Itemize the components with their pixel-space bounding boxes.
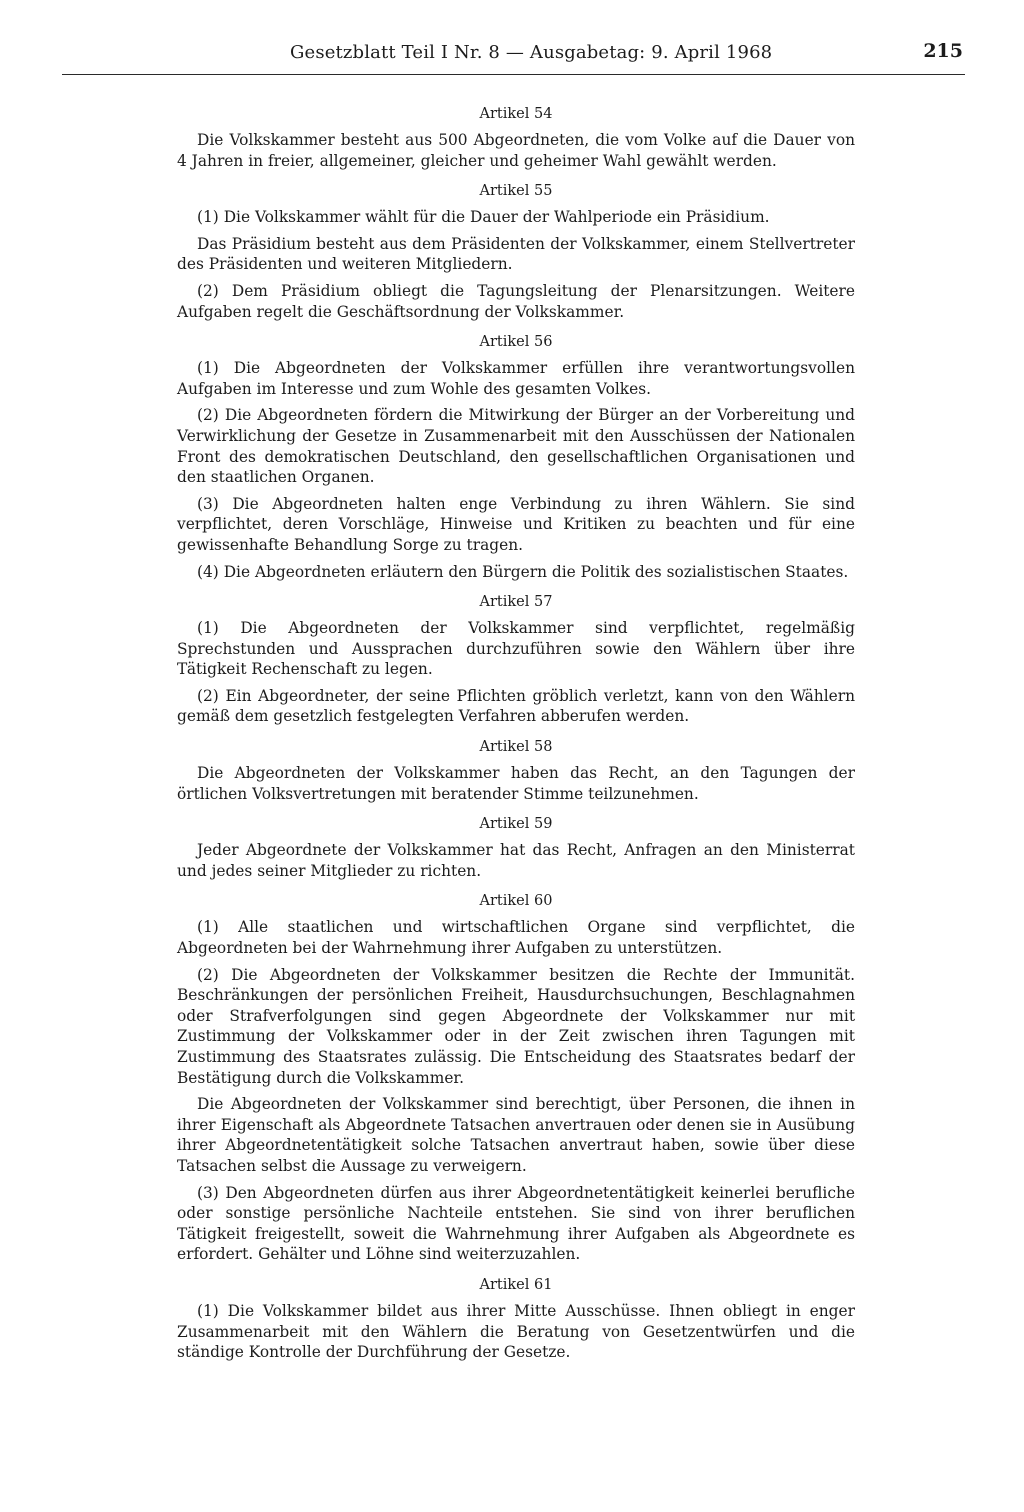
- article-heading: Artikel 55: [479, 183, 553, 200]
- article-paragraph: (1) Die Abgeordneten der Volkskammer erfüllen ihre verantwortungsvollen Aufgaben im Interesse und zum Wohle des gesamten Volkes.: [177, 359, 855, 398]
- article-heading: Artikel 60: [479, 893, 553, 910]
- article-paragraph: (1) Die Volkskammer bildet aus ihrer Mitte Ausschüsse. Ihnen obliegt in enger Zusammenarbeit mit den Wählern die Beratung von Gesetzentwürfen und die ständige Kontrolle der Durchführung der Gesetze.: [177, 1301, 855, 1362]
- article-55: [177, 181, 855, 322]
- main-text: [177, 100, 855, 1373]
- page-header: [62, 40, 965, 76]
- article-61: [177, 1275, 855, 1363]
- article-heading: Artikel 57: [479, 594, 553, 611]
- article-heading: Artikel 59: [479, 816, 553, 833]
- article-heading: Artikel 58: [479, 739, 553, 756]
- article-heading: Artikel 61: [479, 1276, 553, 1293]
- article-paragraph: (3) Den Abgeordneten dürfen aus ihrer Abgeordnetentätigkeit keinerlei berufliche oder sonstige persönliche Nachteile entstehen. Sie sind von ihrer beruflichen Tätigkeit freigestellt, soweit die Wahrnehmung ihrer Aufgaben als Abgeordnete es erfordert. Gehälter und Löhne sind weiterzuzahlen.: [177, 1183, 855, 1264]
- article-paragraph: (2) Ein Abgeordneter, der seine Pflichten gröblich verletzt, kann von den Wählern gemäß dem gesetzlich festgelegten Verfahren abberufen werden.: [177, 686, 855, 726]
- article-58: [177, 737, 855, 804]
- article-paragraph: Jeder Abgeordnete der Volkskammer hat das Recht, Anfragen an den Ministerrat und jedes seiner Mitglieder zu richten.: [177, 841, 855, 880]
- page-number: 215: [923, 40, 963, 62]
- article-paragraph: (4) Die Abgeordneten erläutern den Bürgern die Politik des sozialistischen Staates.: [197, 562, 849, 581]
- article-56: [177, 332, 855, 582]
- article-paragraph: (1) Alle staatlichen und wirtschaftlichen Organe sind verpflichtet, die Abgeordneten bei der Wahrnehmung ihrer Aufgaben zu unterstützen.: [177, 918, 855, 958]
- article-paragraph: Die Abgeordneten der Volkskammer haben das Recht, an den Tagungen der örtlichen Volksvertretungen mit beratender Stimme teilzunehmen.: [177, 764, 855, 803]
- article-paragraph: Die Abgeordneten der Volkskammer sind berechtigt, über Personen, die ihnen in ihrer Eigenschaft als Abgeordnete Tatsachen anvertrauen oder denen sie in Ausübung ihrer Abgeordnetentätigkeit solche Tatsachen anvertraut haben, sowie über diese Tatsachen selbst die Aussage zu verweigern.: [177, 1095, 855, 1175]
- article-54: [177, 104, 855, 171]
- article-59: [177, 814, 855, 881]
- article-paragraph: (1) Die Volkskammer wählt für die Dauer der Wahlperiode ein Präsidium.: [197, 208, 770, 227]
- article-paragraph: (2) Die Abgeordneten der Volkskammer besitzen die Rechte der Immunität. Beschränkungen der persönlichen Freiheit, Hausdurchsuchungen, Beschlagnahmen oder Strafverfolgungen sind gegen Abgeordnete der Volkskammer nur mit Zustimmung der Volkskammer oder in der Zeit zwischen ihren Tagungen mit Zustimmung des Staatsrates zulässig. Die Entscheidung des Staatsrates bedarf der Bestätigung durch die Volkskammer.: [177, 965, 855, 1087]
- article-heading: Artikel 54: [479, 106, 553, 122]
- article-paragraph: (2) Die Abgeordneten fördern die Mitwirkung der Bürger an der Vorbereitung und Verwirklichung der Gesetze in Zusammenarbeit mit den Ausschüssen der Nationalen Front des demokratischen Deutschland, den gesellschaftlichen Organisationen und den staatlichen Organen.: [177, 406, 855, 487]
- article-paragraph: Die Volkskammer besteht aus 500 Abgeordneten, die vom Volke auf die Dauer von 4 Jahren in freier, allgemeiner, gleicher und geheimer Wahl gewählt werden.: [177, 131, 855, 170]
- article-paragraph: (2) Dem Präsidium obliegt die Tagungsleitung der Plenarsitzungen. Weitere Aufgaben regelt die Geschäftsordnung der Volkskammer.: [177, 281, 855, 321]
- article-60: [177, 891, 855, 1265]
- article-paragraph: (1) Die Abgeordneten der Volkskammer sind verpflichtet, regelmäßig Sprechstunden und Aussprachen durchzuführen sowie den Wählern über ihre Tätigkeit Rechenschaft zu legen.: [177, 619, 855, 679]
- article-paragraph: (3) Die Abgeordneten halten enge Verbindung zu ihren Wählern. Sie sind verpflichtet, deren Vorschläge, Hinweise und Kritiken zu beachten und für eine gewissenhafte Behandlung Sorge zu tragen.: [177, 494, 855, 554]
- header-rule: [62, 74, 965, 75]
- article-paragraph: Das Präsidium besteht aus dem Präsidenten der Volkskammer, einem Stellvertreter des Präsidenten und weiteren Mitgliedern.: [177, 234, 855, 274]
- gazette-title: Gesetzblatt Teil I Nr. 8 — Ausgabetag: 9. April 1968: [290, 42, 773, 63]
- article-57: [177, 592, 855, 727]
- article-heading: Artikel 56: [479, 334, 553, 351]
